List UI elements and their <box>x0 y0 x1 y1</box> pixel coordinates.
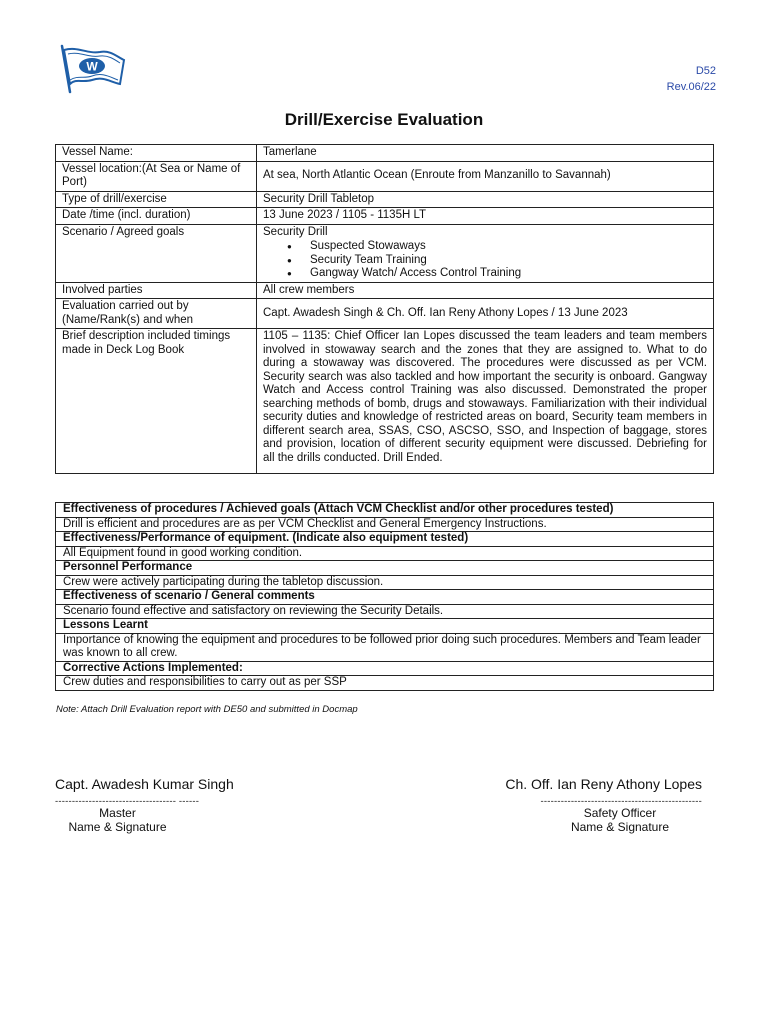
list-item: ● Security Team Training <box>263 254 707 268</box>
lessons-text: Importance of knowing the equipment and procedures to be followed prior doing such procedures. Members and Team leader was known to all crew. <box>56 633 714 661</box>
table-row <box>56 329 714 474</box>
table-row <box>56 661 714 676</box>
safety-officer-signature-line: ------------------------------------------------ <box>540 796 702 807</box>
evaluated-by-label: Evaluation carried out by (Name/Rank(s) and when <box>56 299 257 329</box>
equipment-text: All Equipment found in good working condition. <box>56 546 714 561</box>
corrective-text: Crew duties and responsibilities to carry out as per SSP <box>56 676 714 691</box>
attachment-note: Note: Attach Drill Evaluation report with DE50 and submitted in Docmap <box>56 704 358 715</box>
table-row <box>56 561 714 576</box>
drill-type-value: Security Drill Tabletop <box>257 191 714 208</box>
table-row <box>56 546 714 561</box>
master-name: Capt. Awadesh Kumar Singh <box>55 776 234 792</box>
company-flag-logo-icon <box>56 44 128 94</box>
table-row <box>56 517 714 532</box>
table-row <box>56 299 714 329</box>
table-row <box>56 575 714 590</box>
table-row <box>56 145 714 162</box>
equipment-heading: Effectiveness/Performance of equipment. (Indicate also equipment tested) <box>56 532 714 547</box>
safety-officer-role-block <box>552 806 688 834</box>
scenario-cell <box>257 224 714 282</box>
table-row <box>56 590 714 605</box>
master-role-block <box>60 806 175 834</box>
personnel-text: Crew were actively participating during the tabletop discussion. <box>56 575 714 590</box>
vessel-location-value: At sea, North Atlantic Ocean (Enroute from Manzanillo to Savannah) <box>257 161 714 191</box>
table-row <box>56 532 714 547</box>
list-item: ● Suspected Stowaways <box>263 240 707 254</box>
safety-officer-signature-label: Name & Signature <box>570 820 670 834</box>
table-row <box>56 604 714 619</box>
lessons-heading: Lessons Learnt <box>56 619 714 634</box>
table-row <box>56 633 714 661</box>
table-row <box>56 282 714 299</box>
table-row <box>56 208 714 225</box>
description-value: 1105 – 1135: Chief Officer Ian Lopes discussed the team leaders and team members involved in stowaway search and the zones that they are assigned to. What to do during a stowaway was discovered. The procedures were discussed as per VCM. Security search was also tackled and how important the security is onboard. Gangway Watch and Access control Training was also discussed. Demonstrated the proper searching methods of bomb, drugs and stowaways. Familiarization with their individual security duties and knowledge of restricted areas on board, Security team members in different search area, SSAS, CSO, ASCSO, SSO, and Inspection of baggage, stores and provision, location of different security equipment were discussed. Debriefing for all the drills conducted. Drill Ended. <box>257 329 714 474</box>
master-signature-label: Name & Signature <box>68 820 167 834</box>
vessel-location-label: Vessel location:(At Sea or Name of Port) <box>56 161 257 191</box>
scenario-effectiveness-text: Scenario found effective and satisfactory on reviewing the Security Details. <box>56 604 714 619</box>
parties-label: Involved parties <box>56 282 257 299</box>
date-time-value: 13 June 2023 / 1105 - 1135H LT <box>257 208 714 225</box>
vessel-name-value: Tamerlane <box>257 145 714 162</box>
table-row <box>56 619 714 634</box>
drill-details-table <box>55 144 714 474</box>
drill-type-label: Type of drill/exercise <box>56 191 257 208</box>
scenario-value: Security Drill <box>263 225 328 238</box>
table-row <box>56 191 714 208</box>
table-row <box>56 676 714 691</box>
scenario-effectiveness-heading: Effectiveness of scenario / General comments <box>56 590 714 605</box>
safety-officer-role: Safety Officer <box>583 806 657 820</box>
evaluation-table <box>55 502 714 691</box>
document-revision: Rev.06/22 <box>666 81 716 93</box>
list-item: ● Gangway Watch/ Access Control Training <box>263 267 707 281</box>
vessel-name-label: Vessel Name: <box>56 145 257 162</box>
master-role: Master <box>99 806 136 820</box>
description-label: Brief description included timings made in Deck Log Book <box>56 329 257 474</box>
safety-officer-name: Ch. Off. Ian Reny Athony Lopes <box>505 776 702 792</box>
document-code: D52 <box>695 65 716 77</box>
procedures-heading: Effectiveness of procedures / Achieved goals (Attach VCM Checklist and/or other procedures tested) <box>56 503 714 518</box>
table-row <box>56 503 714 518</box>
date-time-label: Date /time (incl. duration) <box>56 208 257 225</box>
svg-text:W: W <box>86 59 98 74</box>
table-row <box>56 161 714 191</box>
table-row <box>56 224 714 282</box>
scenario-label: Scenario / Agreed goals <box>56 224 257 282</box>
document-reference <box>667 63 716 95</box>
evaluated-by-value: Capt. Awadesh Singh & Ch. Off. Ian Reny Athony Lopes / 13 June 2023 <box>257 299 714 329</box>
personnel-heading: Personnel Performance <box>56 561 714 576</box>
corrective-heading: Corrective Actions Implemented: <box>56 661 714 676</box>
master-signature-line: ------------------------------------ ------ <box>55 796 200 807</box>
page-title: Drill/Exercise Evaluation <box>284 110 484 129</box>
procedures-text: Drill is efficient and procedures are as per VCM Checklist and General Emergency Instructions. <box>56 517 714 532</box>
parties-value: All crew members <box>257 282 714 299</box>
goals-list <box>263 240 707 281</box>
